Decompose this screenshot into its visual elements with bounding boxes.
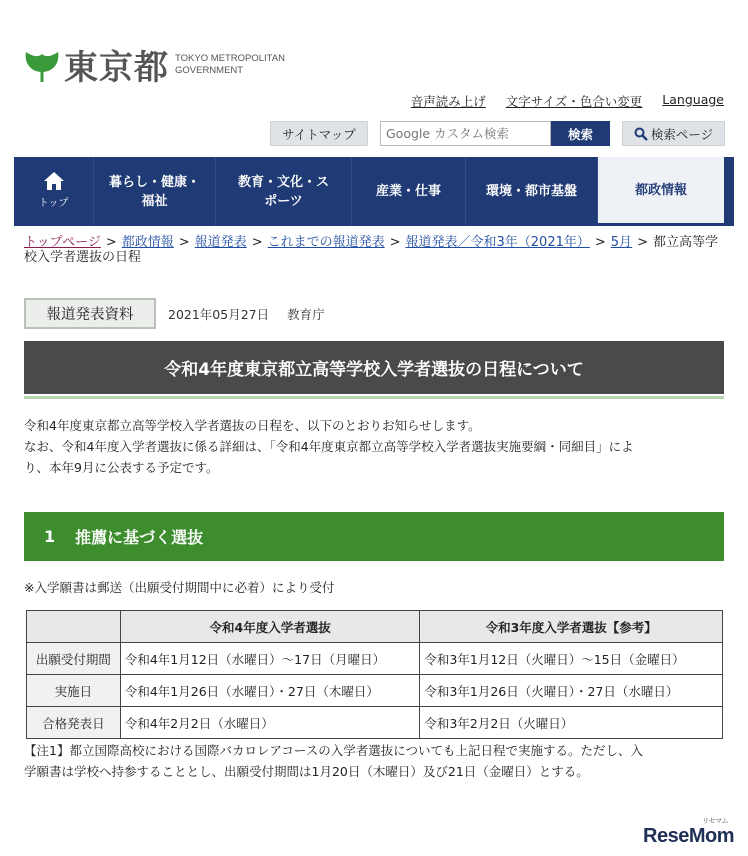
watermark-small: リセマム [702,818,728,825]
language-link[interactable]: Language [662,92,724,107]
table-cell: 令和4年1月26日（水曜日）・27日（木曜日） [120,675,420,707]
breadcrumb-top[interactable]: トップページ [24,235,101,250]
logo-subtitle [175,53,285,77]
title-underline [24,396,724,399]
global-nav [14,157,734,226]
site-logo[interactable] [24,40,285,89]
nav-industry-work[interactable]: 産業・仕事 [352,157,466,226]
breadcrumb-may[interactable]: 5月 [610,235,633,250]
nav-living-health-welfare[interactable] [94,157,216,226]
logo-sub-line2: GOVERNMENT [175,64,244,76]
section-heading [24,512,724,561]
intro-line: り、本年9月に公表する予定です。 [24,460,219,475]
ginkgo-leaf-icon [24,46,60,84]
section-number: 1 [44,527,56,546]
home-icon [43,171,65,191]
press-department: 教育庁 [287,306,325,322]
press-meta [168,305,325,323]
table-row [27,675,723,707]
intro-line: なお、令和4年度入学者選抜に係る詳細は、「令和4年度東京都立高等学校入学者選抜実施要綱・同細目」によ [24,439,634,454]
page-title: 令和4年度東京都立高等学校入学者選抜の日程について [24,341,724,394]
row-label: 出願受付期間 [27,643,121,675]
breadcrumb-press[interactable]: 報道発表 [194,235,247,250]
table-cell: 令和4年2月2日（水曜日） [120,707,420,739]
watermark-text: ReseMom [643,825,734,847]
row-label: 実施日 [27,675,121,707]
section-title: 推薦に基づく選抜 [75,528,204,547]
table-cell: 令和3年1月12日（火曜日）～15日（金曜日） [420,643,723,675]
text-size-color-link[interactable]: 文字サイズ・色合い変更 [505,94,643,109]
table-header-row [27,611,723,643]
table-cell: 令和3年1月26日（火曜日）・27日（水曜日） [420,675,723,707]
footnote [24,740,724,782]
nav-education-culture-sports[interactable] [216,157,352,226]
utility-links [411,92,724,110]
table-header-r3: 令和3年度入学者選抜【参考】 [420,611,723,643]
breadcrumb-2021[interactable]: 報道発表／令和3年（2021年） [405,235,590,250]
press-date: 2021年05月27日 [168,306,270,322]
schedule-table [26,610,723,739]
nav-environment-infrastructure[interactable]: 環境・都市基盤 [466,157,598,226]
section-note: ※入学願書は郵送（出願受付期間中に必着）により受付 [24,580,335,595]
nav-home[interactable] [14,157,94,226]
nav-item-label: 暮らし・健康・ 福祉 [108,174,200,209]
search-bar [270,121,725,146]
table-row [27,707,723,739]
sitemap-button[interactable]: サイトマップ [270,121,368,146]
breadcrumb-past-press[interactable]: これまでの報道発表 [267,235,385,250]
table-header-r4: 令和4年度入学者選抜 [120,611,420,643]
magnifier-icon [634,127,648,141]
table-header-blank [27,611,121,643]
table-cell: 令和4年1月12日（水曜日）～17日（月曜日） [120,643,420,675]
press-info [24,298,325,329]
logo-text: 東京都 [64,48,169,88]
nav-item-label: 教育・文化・ス ポーツ [237,174,329,209]
search-page-label: 検索ページ [650,126,714,142]
row-label: 合格発表日 [27,707,121,739]
text-to-speech-link[interactable]: 音声読み上げ [410,94,486,109]
intro-text [24,415,724,478]
search-page-button[interactable] [622,121,725,146]
footnote-line: 学願書は学校へ持参することとし、出願受付期間は1月20日（木曜日）及び21日（金曜日）とする。 [24,764,589,779]
footnote-line: 【注1】都立国際高校における国際バカロレアコースの入学者選抜についても上記日程で実施する。ただし、入 [24,743,643,758]
resemom-watermark [643,818,734,848]
press-release-badge: 報道発表資料 [24,298,156,329]
table-cell: 令和3年2月2日（火曜日） [420,707,723,739]
breadcrumb-current: 都立高等学校入学者選抜の日程 [24,235,718,265]
nav-government-info[interactable]: 都政情報 [598,157,724,226]
intro-line: 令和4年度東京都立高等学校入学者選抜の日程を、以下のとおりお知らせします。 [24,418,481,433]
breadcrumb: トップページ > 都政情報 > 報道発表 > これまでの報道発表 > 報道発表／令和3年（2021年） > 5月 > 都立高等学校入学者選抜の日程 [24,235,718,265]
breadcrumb-gov-info[interactable]: 都政情報 [121,235,174,250]
search-input[interactable] [380,121,551,146]
nav-home-label: トップ [38,197,69,209]
search-button[interactable]: 検索 [551,121,610,146]
table-row [27,643,723,675]
logo-sub-line1: TOKYO METROPOLITAN [175,52,285,64]
nav-edge [724,157,734,226]
